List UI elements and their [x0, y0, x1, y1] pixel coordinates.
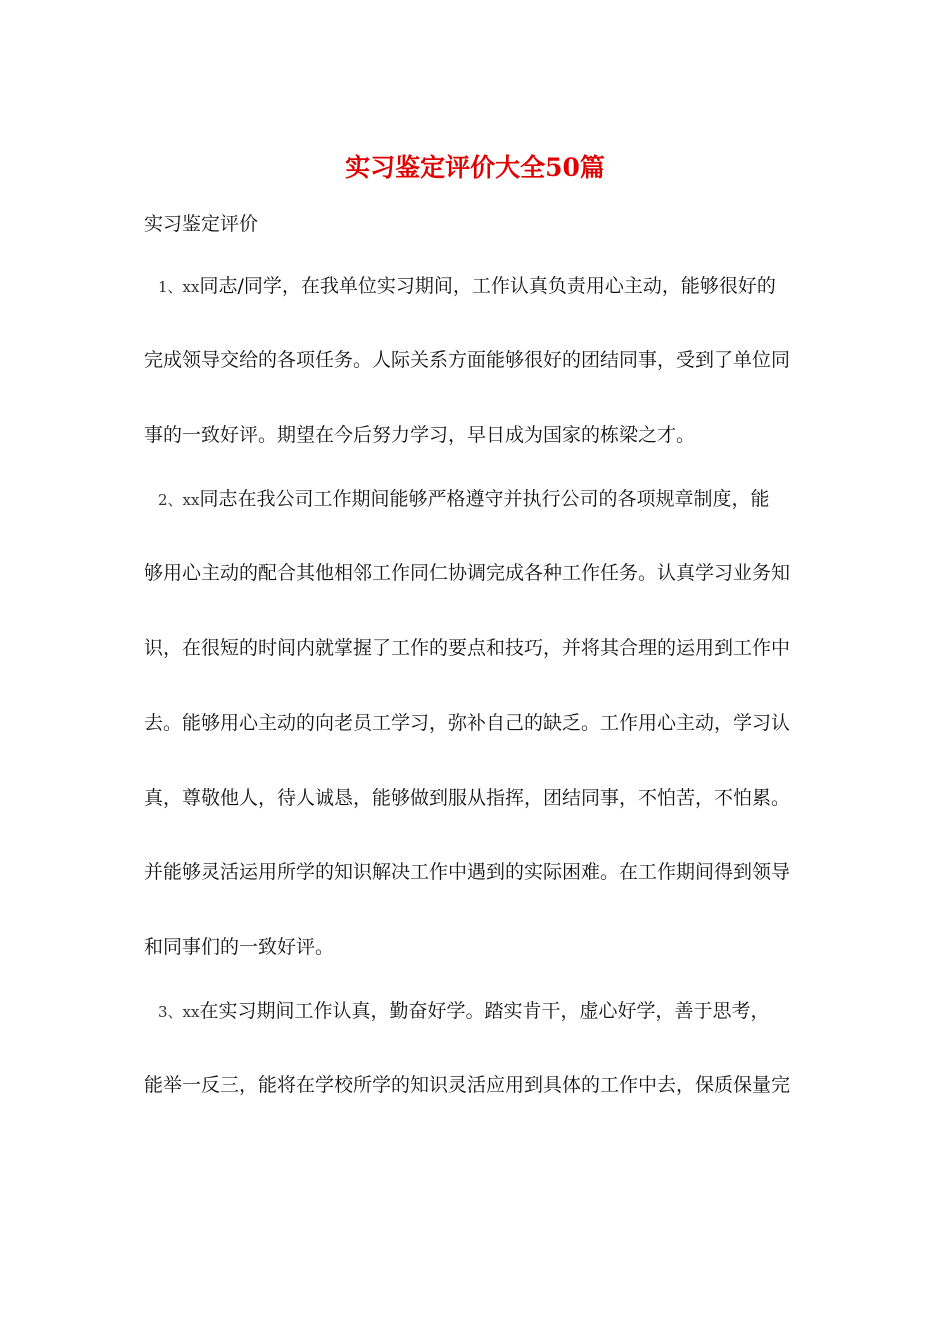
line-text: 识，在很短的时间内就掌握了工作的要点和技巧，并将其合理的运用到工作中: [144, 637, 791, 659]
line-text: 真，尊敬他人，待人诚恳，能够做到服从指挥，团结同事，不怕苦，不怕累。: [144, 787, 791, 809]
line-text: 在实习期间工作认真，勤奋好学。踏实肯干，虚心好学，善于思考，: [199, 1000, 770, 1022]
document-title: 实习鉴定评价大全50篇: [345, 153, 605, 182]
paragraph-line: [144, 421, 804, 450]
line-text: 同志在我公司工作期间能够严格遵守并执行公司的各项规章制度，能: [199, 488, 770, 510]
line-text: 能举一反三，能将在学校所学的知识灵活应用到具体的工作中去，保质保量完: [144, 1074, 791, 1096]
paragraph-line: [144, 634, 804, 663]
paragraph-line: [144, 933, 804, 962]
paragraph-line: [158, 272, 818, 301]
paragraph-line: [144, 559, 804, 588]
line-text: 事的一致好评。期望在今后努力学习，早日成为国家的栋梁之才。: [144, 424, 696, 446]
line-text: 和同事们的一致好评。: [144, 936, 335, 958]
paragraph-line: [144, 858, 804, 887]
paragraph-line: [158, 485, 818, 514]
paragraph-line: [144, 346, 804, 375]
paragraph-line: [144, 784, 804, 813]
line-text: 去。能够用心主动的向老员工学习，弥补自己的缺乏。工作用心主动，学习认: [144, 712, 791, 734]
item-number: 2、xx: [158, 491, 200, 509]
item-number: 3、xx: [158, 1003, 200, 1021]
line-text: 够用心主动的配合其他相邻工作同仁协调完成各种工作任务。认真学习业务知: [144, 562, 791, 584]
paragraph-line: [144, 1071, 804, 1100]
paragraph-line: [158, 997, 818, 1026]
item-number: 1、xx: [158, 278, 200, 296]
line-text: 同志/同学，在我单位实习期间，工作认真负责用心主动，能够很好的: [199, 275, 776, 297]
line-text: 完成领导交给的各项任务。人际关系方面能够很好的团结同事，受到了单位同: [144, 349, 791, 371]
line-text: 并能够灵活运用所学的知识解决工作中遇到的实际困难。在工作期间得到领导: [144, 861, 791, 883]
paragraph-line: [144, 709, 804, 738]
document-subtitle: 实习鉴定评价: [144, 213, 259, 235]
